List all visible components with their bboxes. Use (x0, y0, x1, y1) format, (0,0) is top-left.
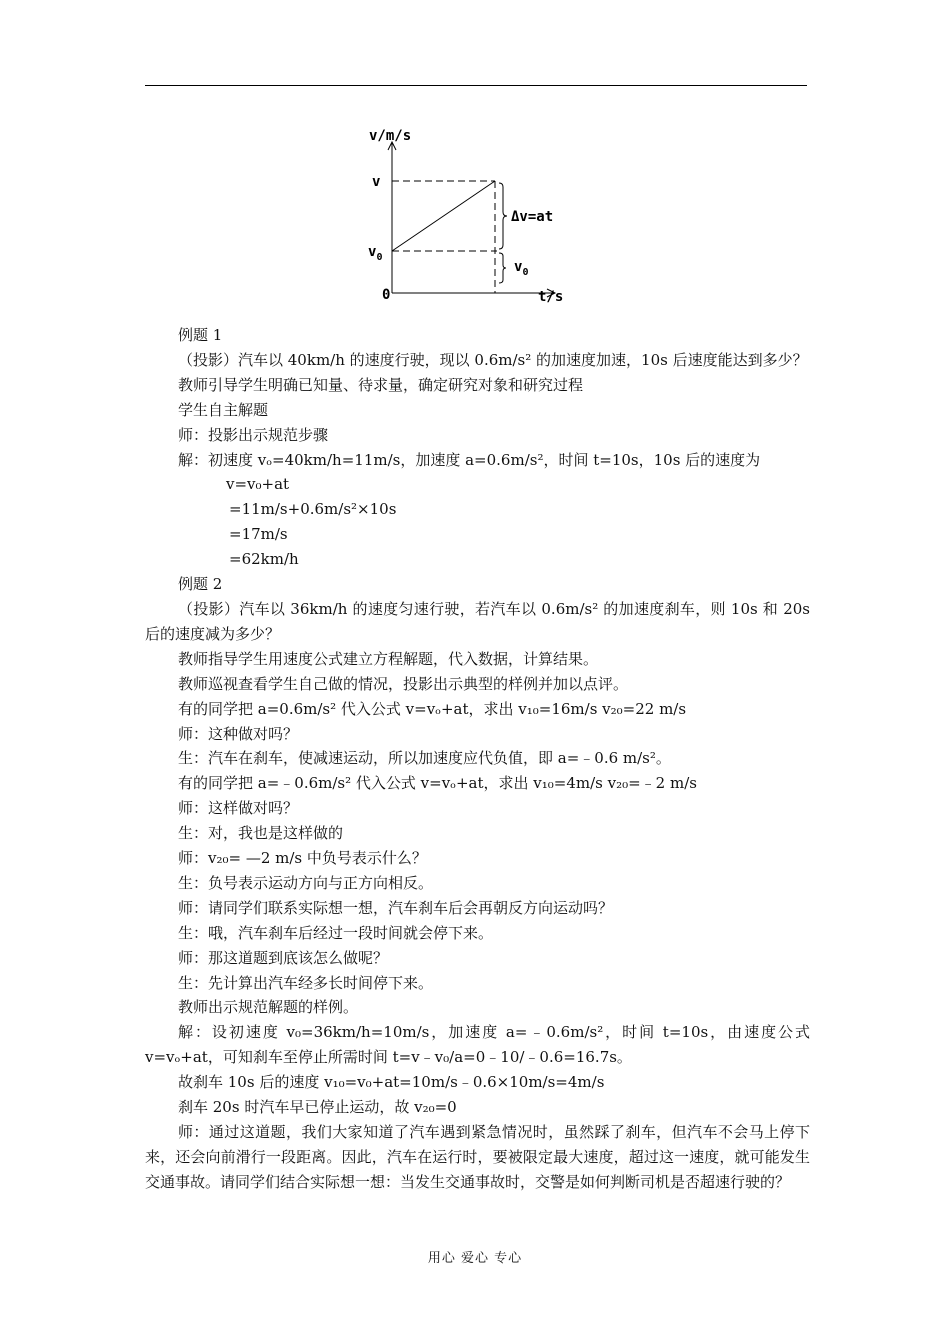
header-rule (145, 85, 807, 86)
dialogue-line: 生：哦，汽车刹车后经过一段时间就会停下来。 (178, 923, 494, 942)
dialogue-line: 师：这样做对吗？ (178, 799, 299, 818)
origin-label: 0 (382, 287, 391, 303)
page-footer: 用心 爱心 专心 (427, 1251, 523, 1266)
delta-v-brace (499, 183, 507, 249)
dialogue-line: 生：负号表示运动方向与正方向相反。 (178, 873, 434, 892)
paragraph: 教师指导学生用速度公式建立方程解题，代入数据，计算结果。 (178, 649, 599, 668)
delta-v-label: Δv=at (511, 209, 554, 225)
paragraph: 故刹车 10s 后的速度 v₁₀=v₀+at=10m/s﹣0.6×10m/s=4m/s (178, 1073, 605, 1092)
formula-line: =62km/h (229, 550, 299, 569)
v0-tick-label: $v_0$ (368, 244, 383, 263)
paragraph: 教师引导学生明确已知量、待求量，确定研究对象和研究过程 (178, 375, 584, 394)
dialogue-line: 生：对，我也是这样做的 (178, 824, 344, 843)
paragraph: 有的同学把 a=﹣0.6m/s² 代入公式 v=vₒ+at，求出 v₁₀=4m/s v₂₀=﹣2 m/s (178, 774, 697, 793)
formula-line: v=v₀+at (226, 475, 290, 494)
paragraph: 师：投影出示规范步骤 (178, 425, 329, 444)
v0-brace-label: $v_0$ (514, 259, 529, 278)
example-1-heading: 例题 1 (178, 326, 223, 344)
example-1-problem: （投影）汽车以 40km/h 的速度行驶，现以 0.6m/s² 的加速度加速，10s 后速度能达到多少？ (178, 350, 808, 369)
example-2-problem: （投影）汽车以 36km/h 的速度匀速行驶，若汽车以 0.6m/s² 的加速度刹车，则 10s 和 20s 后的速度减为多少？ (145, 599, 810, 643)
v0-brace (499, 253, 506, 283)
paragraph: 学生自主解题 (178, 400, 269, 419)
formula-line: =17m/s (229, 525, 288, 544)
dialogue-line: 生：先计算出汽车经多长时间停下来。 (178, 973, 434, 992)
y-axis-label: v/m/s (369, 128, 412, 144)
velocity-time-graph (355, 120, 585, 310)
formula-line: =11m/s+0.6m/s²×10s (229, 500, 397, 519)
document-body (145, 323, 810, 1195)
dialogue-line: 生：汽车在刹车，使减速运动，所以加速度应代负值，即 a=﹣0.6 m/s²。 (178, 749, 671, 768)
dialogue-line: 师：这种做对吗？ (178, 724, 299, 743)
paragraph: 刹车 20s 时汽车早已停止运动，故 v₂₀=0 (178, 1098, 457, 1117)
example-2-heading: 例题 2 (178, 575, 223, 594)
solution-line: 解：初速度 vₒ=40km/h=11m/s，加速度 a=0.6m/s²，时间 t=10s，10s 后的速度为 (178, 450, 761, 469)
closing-paragraph: 师：通过这道题，我们大家知道了汽车遇到紧急情况时，虽然踩了刹车，但汽车不会马上停下来，还会向前滑行一段距离。因此，汽车在运行时，要被限定最大速度，超过这一速度，就可能发生交通事故。请同学们结合实际想一想：当发生交通事故时，交警是如何判断司机是否超速行驶的？ (145, 1123, 810, 1191)
dialogue-line: 师：v₂₀= —2 m/s 中负号表示什么？ (178, 849, 427, 868)
x-axis-label: t/s (538, 289, 564, 305)
paragraph: 有的同学把 a=0.6m/s² 代入公式 v=vₒ+at，求出 v₁₀=16m/s v₂₀=22 m/s (178, 699, 687, 718)
paragraph: 教师巡视查看学生自己做的情况，投影出示典型的样例并加以点评。 (178, 674, 629, 693)
dialogue-line: 师：那这道题到底该怎么做呢？ (178, 948, 389, 967)
paragraph: 教师出示规范解题的样例。 (178, 998, 359, 1017)
dialogue-line: 师：请同学们联系实际想一想，汽车刹车后会再朝反方向运动吗？ (178, 898, 614, 917)
velocity-line (392, 181, 495, 251)
solution-paragraph: 解：设初速度 v₀=36km/h=10m/s，加速度 a=﹣0.6m/s²，时间 t=10s，由速度公式 v=vₒ+at，可知刹车至停止所需时间 t=v﹣v₀/a=0﹣10/﹣0.6=16.7s。 (145, 1023, 810, 1067)
v-tick-label: v (372, 174, 381, 190)
